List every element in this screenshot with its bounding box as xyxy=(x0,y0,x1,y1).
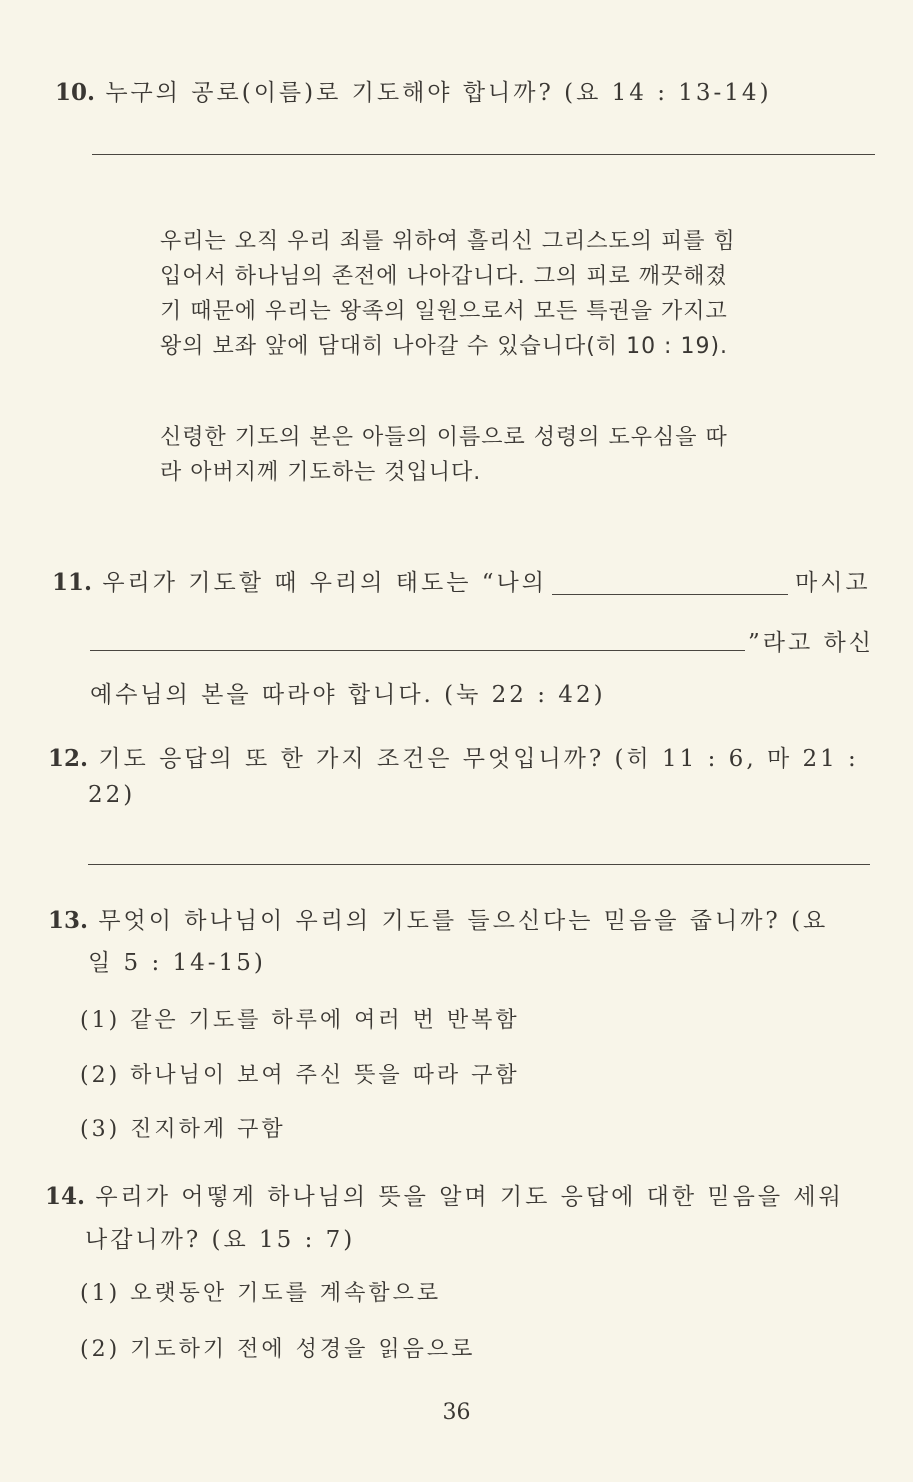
answer-line[interactable] xyxy=(88,864,870,865)
explanation-note xyxy=(160,420,805,490)
note-line: 기 때문에 우리는 왕족의 일원으로서 모든 특권을 가지고 xyxy=(160,299,728,324)
note-line: 왕의 보좌 앞에 담대히 나아갈 수 있습니다(히 10 : 19). xyxy=(160,334,729,359)
question-text: 무엇이 하나님이 우리의 기도를 들으신다는 믿음을 줍니까? (요 xyxy=(98,908,829,934)
question-text: 우리가 어떻게 하나님의 뜻을 알며 기도 응답에 대한 믿음을 세워 xyxy=(95,1184,844,1210)
answer-line[interactable] xyxy=(90,650,745,651)
note-line: 입어서 하나님의 존전에 나아갑니다. 그의 피로 깨끗해졌 xyxy=(160,264,728,289)
question-number: 12. xyxy=(48,745,89,772)
question-number: 14. xyxy=(45,1183,86,1210)
explanation-note xyxy=(160,224,805,364)
answer-line[interactable] xyxy=(92,154,875,155)
question-text: 예수님의 본을 따라야 합니다. (눅 22 : 42) xyxy=(90,682,606,708)
question-text: 일 5 : 14-15) xyxy=(88,950,266,976)
question-text: 나갑니까? (요 15 : 7) xyxy=(85,1227,356,1253)
inline-blank[interactable] xyxy=(552,594,788,595)
answer-option[interactable]: (3) 진지하게 구함 xyxy=(80,1117,286,1142)
question-10 xyxy=(55,74,772,107)
note-line: 라 아버지께 기도하는 것입니다. xyxy=(160,460,482,485)
question-12 xyxy=(48,740,859,773)
question-text: 누구의 공로(이름)로 기도해야 합니까? (요 14 : 13-14) xyxy=(105,80,772,106)
answer-option[interactable]: (2) 기도하기 전에 성경을 읽음으로 xyxy=(80,1337,476,1362)
question-text: 기도 응답의 또 한 가지 조건은 무엇입니까? (히 11 : 6, 마 21 : xyxy=(98,746,859,772)
page-number: 36 xyxy=(442,1400,471,1425)
note-line: 우리는 오직 우리 죄를 위하여 흘리신 그리스도의 피를 힘 xyxy=(160,229,736,254)
question-text: 우리가 기도할 때 우리의 태도는 “나의 xyxy=(102,570,547,596)
question-14 xyxy=(45,1178,844,1211)
question-13 xyxy=(48,902,828,935)
note-line: 신령한 기도의 본은 아들의 이름으로 성령의 도우심을 따 xyxy=(160,425,728,450)
question-number: 11. xyxy=(52,569,93,596)
question-text: 22) xyxy=(88,782,136,808)
question-number: 10. xyxy=(55,79,96,106)
answer-option[interactable]: (1) 오랫동안 기도를 계속함으로 xyxy=(80,1281,442,1306)
question-text: ”라고 하신 xyxy=(748,630,874,656)
answer-option[interactable]: (1) 같은 기도를 하루에 여러 번 반복함 xyxy=(80,1008,520,1033)
answer-option[interactable]: (2) 하나님이 보여 주신 뜻을 따라 구함 xyxy=(80,1063,520,1088)
question-number: 13. xyxy=(48,907,89,934)
question-text: 마시고 xyxy=(795,570,871,596)
question-11 xyxy=(52,564,547,597)
